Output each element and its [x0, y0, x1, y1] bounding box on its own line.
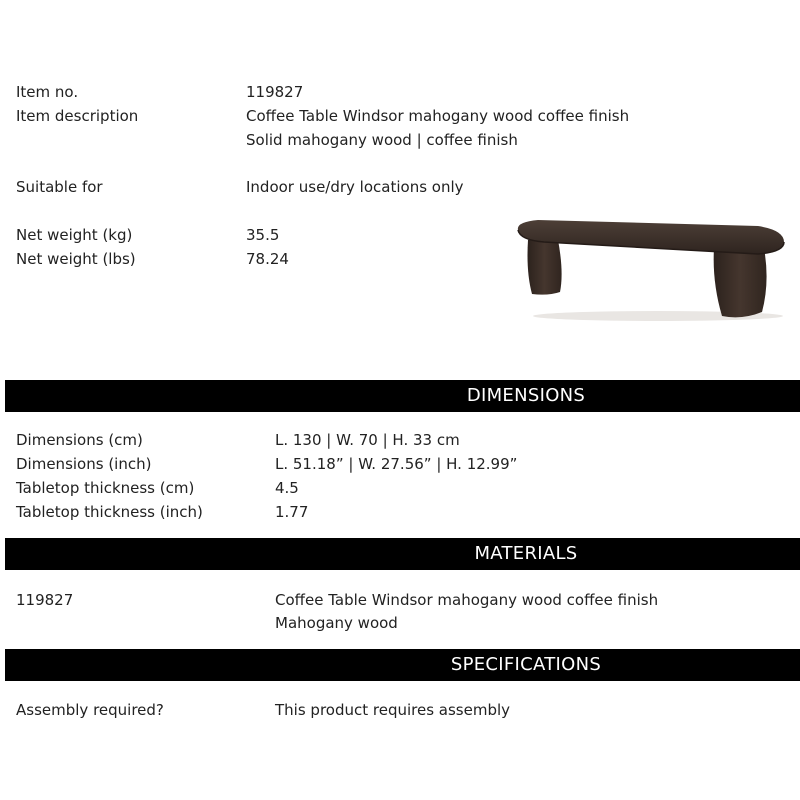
dimensions-cm-value: L. 130 | W. 70 | H. 33 cm	[275, 431, 460, 449]
suitable-for-label: Suitable for	[16, 178, 103, 196]
materials-header	[5, 538, 800, 570]
tabletop-thickness-cm-value: 4.5	[275, 479, 299, 497]
net-weight-kg-label: Net weight (kg)	[16, 226, 133, 244]
specifications-header	[5, 649, 800, 681]
assembly-required-value: This product requires assembly	[275, 701, 511, 719]
suitable-for-value: Indoor use/dry locations only	[246, 178, 464, 196]
item-no-label: Item no.	[16, 83, 79, 101]
tabletop-thickness-cm-label: Tabletop thickness (cm)	[16, 479, 195, 497]
net-weight-lbs-value: 78.24	[246, 250, 289, 268]
net-weight-lbs-label: Net weight (lbs)	[16, 250, 136, 268]
assembly-required-label: Assembly required?	[16, 701, 164, 719]
item-description-value: Coffee Table Windsor mahogany wood coffee finish	[246, 107, 630, 125]
dimensions-inch-value: L. 51.18” | W. 27.56” | H. 12.99”	[275, 455, 518, 473]
materials-code: 119827	[16, 591, 74, 609]
tabletop-thickness-inch-value: 1.77	[275, 503, 309, 521]
materials-line-2: Mahogany wood	[275, 614, 398, 632]
item-description-label: Item description	[16, 107, 139, 125]
item-description-value-2: Solid mahogany wood | coffee finish	[246, 131, 518, 149]
dimensions-cm-label: Dimensions (cm)	[16, 431, 143, 449]
item-no-value: 119827	[246, 83, 304, 101]
specifications-header-text: SPECIFICATIONS	[450, 654, 602, 675]
coffee-table-photo	[508, 212, 790, 326]
dimensions-inch-label: Dimensions (inch)	[16, 455, 152, 473]
tabletop-thickness-inch-label: Tabletop thickness (inch)	[16, 503, 203, 521]
net-weight-kg-value: 35.5	[246, 226, 280, 244]
materials-header-text: MATERIALS	[474, 543, 578, 564]
dimensions-header-text: DIMENSIONS	[466, 385, 586, 406]
materials-line-1: Coffee Table Windsor mahogany wood coffee finish	[275, 591, 659, 609]
dimensions-header	[5, 380, 800, 412]
